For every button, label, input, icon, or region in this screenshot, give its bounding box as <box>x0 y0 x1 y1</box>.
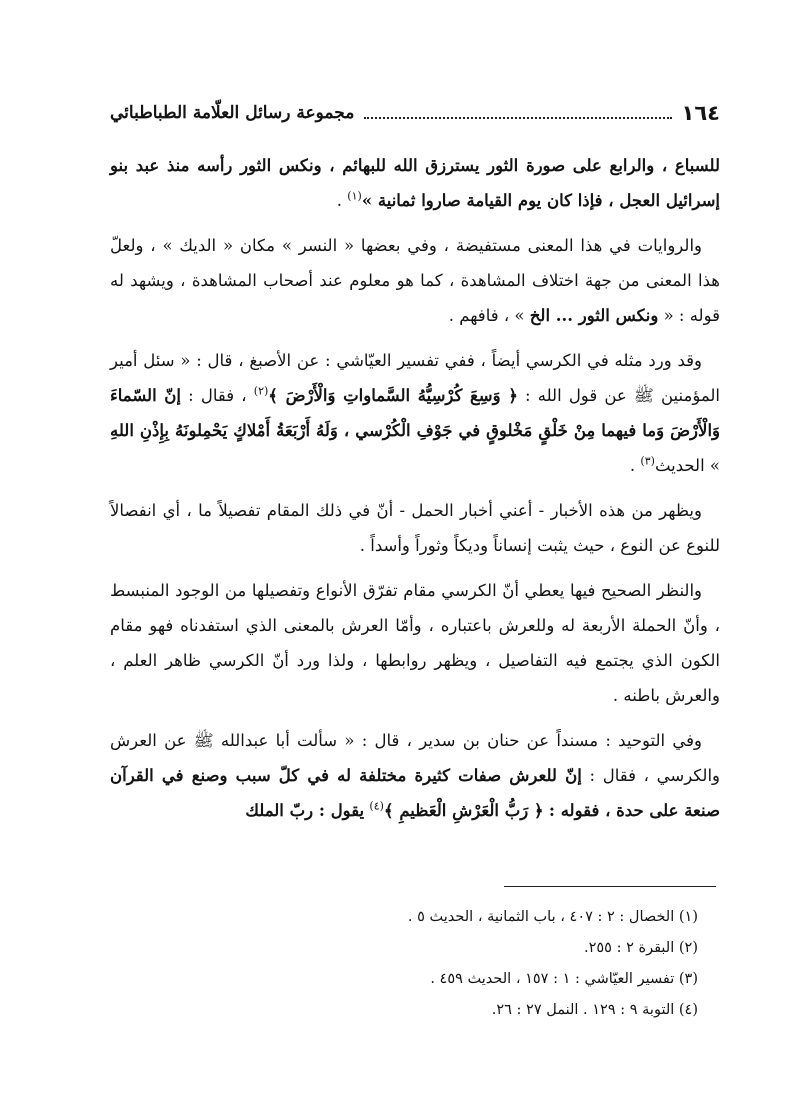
p3-text-1: وقد ورد مثله في الكرسي أيضاً ، ففي تفسير العيّاشي : عن الأصبغ ، قال : « سئل أمير المؤمنين ﷺ عن قول الله : <box>110 351 721 405</box>
p3-tail: . <box>629 456 636 475</box>
footnote-ref-1: (١) <box>347 189 362 203</box>
p6-tail: يقول : ربّ الملك <box>245 801 365 820</box>
quran-verse-2: ﴿ رَبُّ الْعَرْشِ الْعَظيمِ ﴾ <box>383 801 544 820</box>
footnote-2: (٢) البقرة ٢ : ٢٥٥. <box>584 940 698 956</box>
p3-text-3: » الحديث <box>654 456 720 475</box>
p2-tail: » ، فافهم . <box>448 306 525 325</box>
p6-hadith: إنّ للعرش صفات كثيرة مختلفة له في كلّ سبب وصنع في القرآن صنعة على حدة ، فقوله : <box>110 766 720 820</box>
footnote-ref-4: (٤) <box>369 799 384 813</box>
paragraph-3 <box>110 343 720 483</box>
p2-text: والروايات في هذا المعنى مستفيضة ، وفي بعضها « النسر » مكان « الديك » ، ولعلّ هذا المعنى من جهة اختلاف المشاهدة ، كما هو معلوم عند أصحاب المشاهدة ، ويشهد له قوله : « <box>110 236 720 325</box>
hadith-text: إنّ السّماءَ وَالْأَرْضَ وَما فيهما مِنْ خَلْقٍ مَخْلوقٍ في جَوْفِ الْكُرْسي ، وَلَهُ أَرْبَعَةُ أَمْلاكٍ يَحْمِلونَهُ بِإِذْنِ اللهِ <box>110 386 720 440</box>
paragraph-2 <box>110 228 720 333</box>
running-title: مجموعة رسائل العلّامة الطباطبائي <box>110 103 355 123</box>
paragraph-5: والنظر الصحيح فيها يعطي أنّ الكرسي مقام تفرّق الأنواع وتفصيلها من الوجود المنبسط ، وأنّ الحملة الأربعة له وللعرش باعتباره ، وأمّا العرش بالمعنى الذي استفدناه فهو مقام الكون الذي يجتمع فيه التفاصيل ، ويظهر روابطها ، ولذا ورد أنّ الكرسي ظاهر العلم ، والعرش باطنه . <box>110 581 720 705</box>
paragraph-1 <box>110 148 720 218</box>
hadith-continuation: للسباع ، والرابع على صورة الثور يسترزق الله للبهائم ، ونكس الثور رأسه منذ عبد بنو إسرائيل العجل ، فإذا كان يوم القيامة صاروا ثمانية » <box>110 156 720 210</box>
footnote-1: (١) الخصال : ٢ : ٤٠٧ ، باب الثمانية ، الحديث ٥ . <box>407 909 698 925</box>
header-dot-leader <box>364 116 671 119</box>
p3-text-2: ، فقال : <box>188 386 247 405</box>
footnote-separator <box>504 886 716 887</box>
page-number: ١٦٤ <box>681 101 720 125</box>
p1-tail: . <box>336 191 343 210</box>
paragraph-6 <box>110 723 720 828</box>
footnote-3: (٣) تفسير العيّاشي : ١ : ١٥٧ ، الحديث ٤٥٩ . <box>430 971 698 987</box>
footnotes <box>110 902 720 1026</box>
footnote-ref-3: (٣) <box>640 454 655 468</box>
quran-verse-1: ﴿ وَسِعَ كُرْسِيُّهُ السَّماواتِ وَالْأَرْضَ ﴾ <box>268 386 518 405</box>
main-text <box>110 148 720 838</box>
footnote-4: (٤) التوبة ٩ : ١٢٩ . النمل ٢٧ : ٢٦. <box>491 1002 698 1018</box>
page-header <box>110 96 720 130</box>
paragraph-4: ويظهر من هذه الأخبار - أعني أخبار الحمل - أنّ في ذلك المقام تفصيلاً ما ، أي انفصالاً للنوع عن النوع ، حيث يثبت إنساناً وديكاً وثوراً وأسداً . <box>110 501 720 555</box>
p6-text-1: وفي التوحيد : مسنداً عن حنان بن سدير ، قال : « سألت أبا عبدالله ﷺ عن العرش والكرسي ، فقال : <box>110 731 721 785</box>
footnote-ref-2: (٢) <box>253 384 269 398</box>
p2-quote: ونكس الثور ... الخ <box>529 306 659 325</box>
